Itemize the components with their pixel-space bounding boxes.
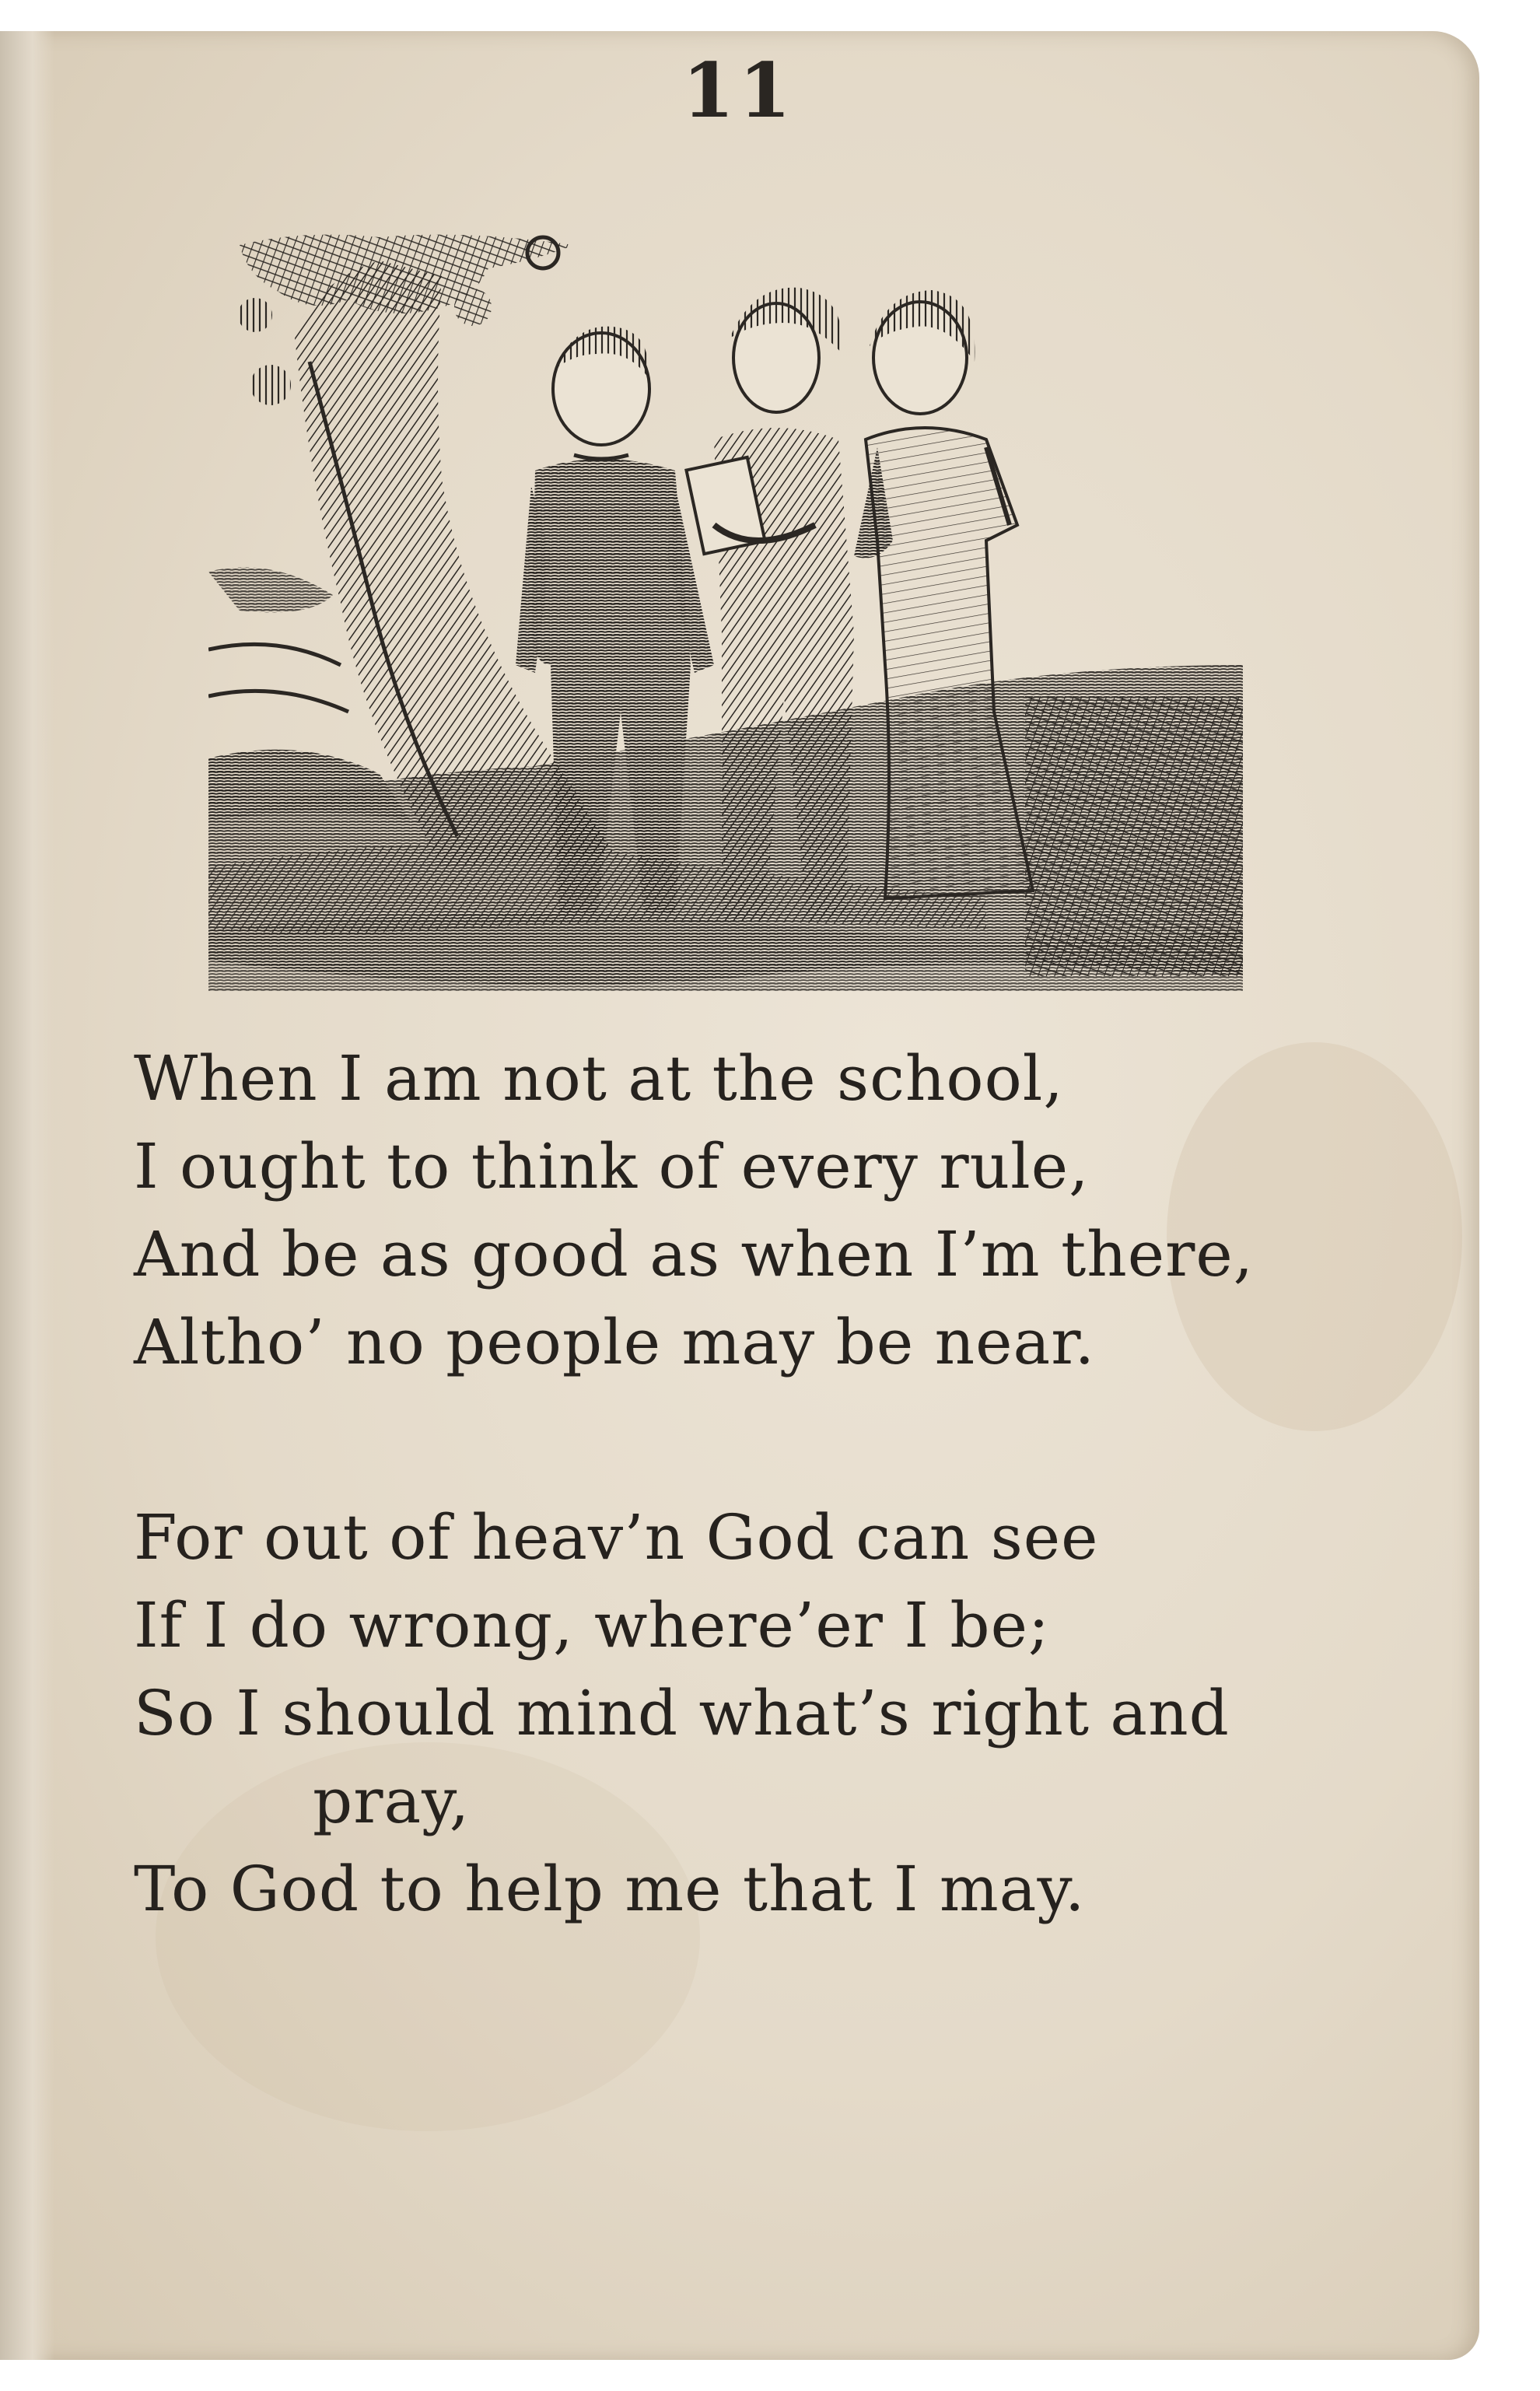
woodcut-illustration <box>208 229 1243 992</box>
verse-line: Altho’ no people may be near. <box>134 1306 1096 1378</box>
verse-line: If I do wrong, where’er I be; <box>134 1589 1050 1661</box>
verse-stanza-2 <box>134 1493 1440 1933</box>
verse-stanza-1 <box>134 1034 1440 1386</box>
verse-line: So I should mind what’s right and <box>134 1677 1230 1749</box>
book-page <box>0 31 1479 2360</box>
verse-line: I ought to think of every rule, <box>134 1130 1090 1203</box>
page-number: 11 <box>682 47 796 135</box>
verse-line: When I am not at the school, <box>134 1042 1064 1115</box>
verse-line: For out of heav’n God can see <box>134 1501 1099 1574</box>
verse-line: To God to help me that I may. <box>134 1853 1086 1925</box>
verse-line: pray, <box>313 1765 471 1837</box>
page-gutter <box>0 31 54 2360</box>
verse-line: And be as good as when I’m there, <box>134 1218 1255 1290</box>
